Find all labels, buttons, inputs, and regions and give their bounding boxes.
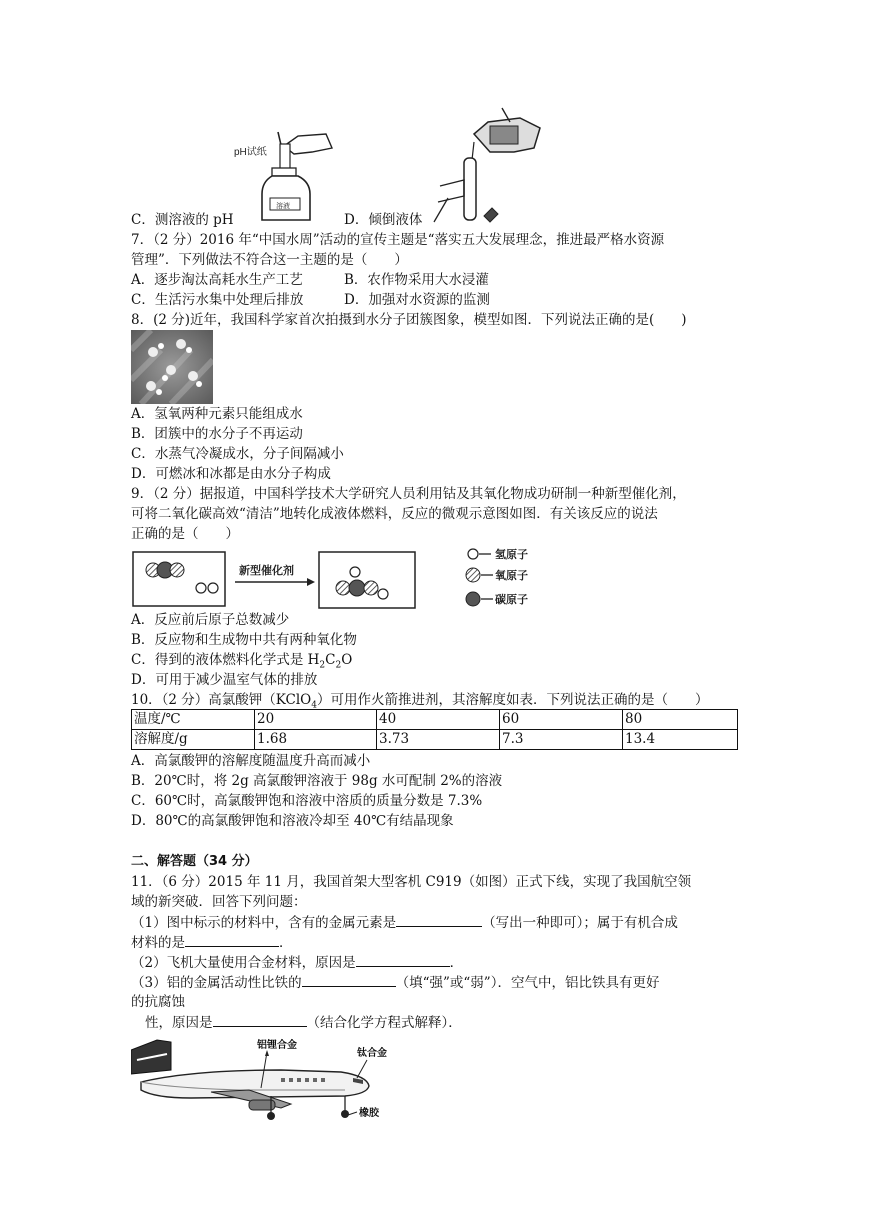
table-cell: 7.3 [500, 730, 623, 750]
q10-stem-sub: 4 [311, 700, 317, 711]
table-cell: 60 [500, 710, 623, 730]
q8-option-b: B．团簇中的水分子不再运动 [131, 426, 303, 442]
answer-blank-1[interactable] [396, 912, 482, 927]
reaction-diagram [131, 542, 551, 612]
q11-stem-line2: 域的新突破．回答下列问题： [131, 894, 307, 910]
table-row-solubility [132, 730, 738, 750]
q10-stem-post: ）可用作火箭推进剂，其溶解度如表．下列说法正确的是（ ） [316, 692, 709, 708]
q11-part2-post: ． [449, 955, 464, 971]
q11-part1-line2-post: ． [279, 935, 293, 951]
q7-option-a: A．逐步淘汰高耗水生产工艺 [131, 272, 303, 288]
catalyst-label: 新型催化剂 [239, 565, 294, 577]
q11-part1-line1 [131, 912, 678, 933]
bottle-label: 溶液 [276, 203, 290, 210]
q6-option-d: D．倾倒液体 [344, 212, 423, 228]
q7-option-c: C．生活污水集中处理后排放 [131, 292, 304, 308]
q11-part3-post: （填“强”或“弱”）．空气中，铝比铁具有更好 [395, 975, 660, 991]
table-cell: 40 [377, 710, 500, 730]
table-cell: 1.68 [255, 730, 377, 750]
airplane-c919-figure [131, 1030, 401, 1122]
table-row-temperature [132, 710, 738, 730]
q7-stem-line1: 7．（2 分）2016 年“中国水周”活动的宣传主题是“落实五大发展理念，推进最严格水资源 [131, 232, 665, 248]
table-cell: 3.73 [377, 730, 500, 750]
q11-part3-line2: 的抗腐蚀 [131, 994, 185, 1010]
q9-option-c-sub1: 2 [319, 660, 326, 671]
q11-part1-line2-pre: 材料的是 [131, 935, 185, 951]
q9-option-c-post: O [341, 652, 353, 668]
q10-stem-pre: 10．（2 分）高氯酸钾（KClO [131, 692, 312, 708]
q11-part3-pre: （3）铝的金属活动性比铁的 [131, 975, 302, 991]
q9-option-c-mid: C [325, 652, 336, 668]
answer-blank-4[interactable] [302, 972, 396, 987]
q8-option-a: A．氢氧两种元素只能组成水 [131, 406, 303, 422]
water-cluster-image [131, 330, 213, 404]
q6-option-c: C．测溶液的 pH [131, 212, 234, 228]
answer-blank-2[interactable] [185, 932, 279, 947]
q9-stem-line1: 9．（2 分）据报道，中国科学技术大学研究人员利用钴及其氧化物成功研制一种新型催化剂， [131, 486, 686, 502]
table-cell: 80 [623, 710, 738, 730]
label-al-li-alloy: 铝锂合金 [257, 1040, 297, 1051]
q9-option-a: A．反应前后原子总数减少 [131, 612, 290, 628]
section-heading: 二、解答题（34 分） [131, 854, 258, 869]
q10-option-c: C．60℃时，高氯酸钾饱和溶液中溶质的质量分数是 7.3% [131, 793, 483, 809]
table-cell: 溶解度/g [132, 730, 255, 750]
q9-option-b: B．反应物和生成物中共有两种氧化物 [131, 632, 357, 648]
ph-paper-label: pH试纸 [234, 147, 267, 158]
q7-option-b: B．农作物采用大水浸灌 [344, 272, 489, 288]
q11-part3-line1 [131, 972, 659, 993]
q9-option-d: D．可用于减少温室气体的排放 [131, 672, 318, 688]
q9-option-c-sub2: 2 [335, 660, 342, 671]
table-cell: 20 [255, 710, 377, 730]
q10-option-a: A．高氯酸钾的溶解度随温度升高而减小 [131, 753, 371, 769]
q8-option-c: C．水蒸气冷凝成水，分子间隔减小 [131, 446, 344, 462]
q10-option-b: B．20℃时，将 2g 高氯酸钾溶液于 98g 水可配制 2%的溶液 [131, 773, 503, 789]
q7-option-d: D．加强对水资源的监测 [344, 292, 490, 308]
table-cell: 13.4 [623, 730, 738, 750]
q8-option-d: D．可燃冰和冰都是由水分子构成 [131, 466, 331, 482]
q9-option-c-pre: C．得到的液体燃料化学式是 H [131, 652, 320, 668]
q11-part2 [131, 952, 463, 973]
pour-liquid-figure [430, 104, 550, 226]
legend-carbon: 碳原子 [495, 594, 528, 606]
q11-part2-pre: （2）飞机大量使用合金材料，原因是 [131, 955, 356, 971]
q10-option-d: D．80℃的高氯酸钾饱和溶液冷却至 40℃有结晶现象 [131, 813, 454, 829]
ph-test-figure [228, 128, 338, 226]
q7-stem-line2: 管理”．下列做法不符合这一主题的是（ ） [131, 252, 408, 268]
q9-stem-line2: 可将二氧化碳高效“清洁”地转化成液体燃料，反应的微观示意图如图．有关该反应的说法 [131, 506, 658, 522]
q9-stem-line3: 正确的是（ ） [131, 526, 239, 542]
answer-blank-5[interactable] [213, 1012, 307, 1027]
q11-part1-mid: （写出一种即可）；属于有机合成 [482, 915, 678, 931]
q11-part3-line3-pre: 性，原因是 [145, 1015, 213, 1031]
label-ti-alloy: 钛合金 [357, 1048, 387, 1059]
q11-stem-line1: 11．（6 分）2015 年 11 月，我国首架大型客机 C919（如图）正式下线，实现了我国航空领 [131, 874, 692, 890]
answer-blank-3[interactable] [356, 952, 450, 967]
q11-part1-pre: （1）图中标示的材料中，含有的金属元素是 [131, 915, 397, 931]
legend-hydrogen: 氢原子 [495, 549, 528, 561]
label-rubber: 橡胶 [359, 1108, 379, 1119]
solubility-table [131, 709, 738, 750]
table-cell: 温度/℃ [132, 710, 255, 730]
q8-stem: 8．(2 分)近年，我国科学家首次拍摄到水分子团簇图象，模型如图．下列说法正确的是( ) [131, 312, 687, 328]
q11-part1-line2 [131, 932, 293, 953]
legend-oxygen: 氧原子 [495, 570, 528, 582]
q11-part3-line3-post: （结合化学方程式解释）． [306, 1015, 462, 1031]
